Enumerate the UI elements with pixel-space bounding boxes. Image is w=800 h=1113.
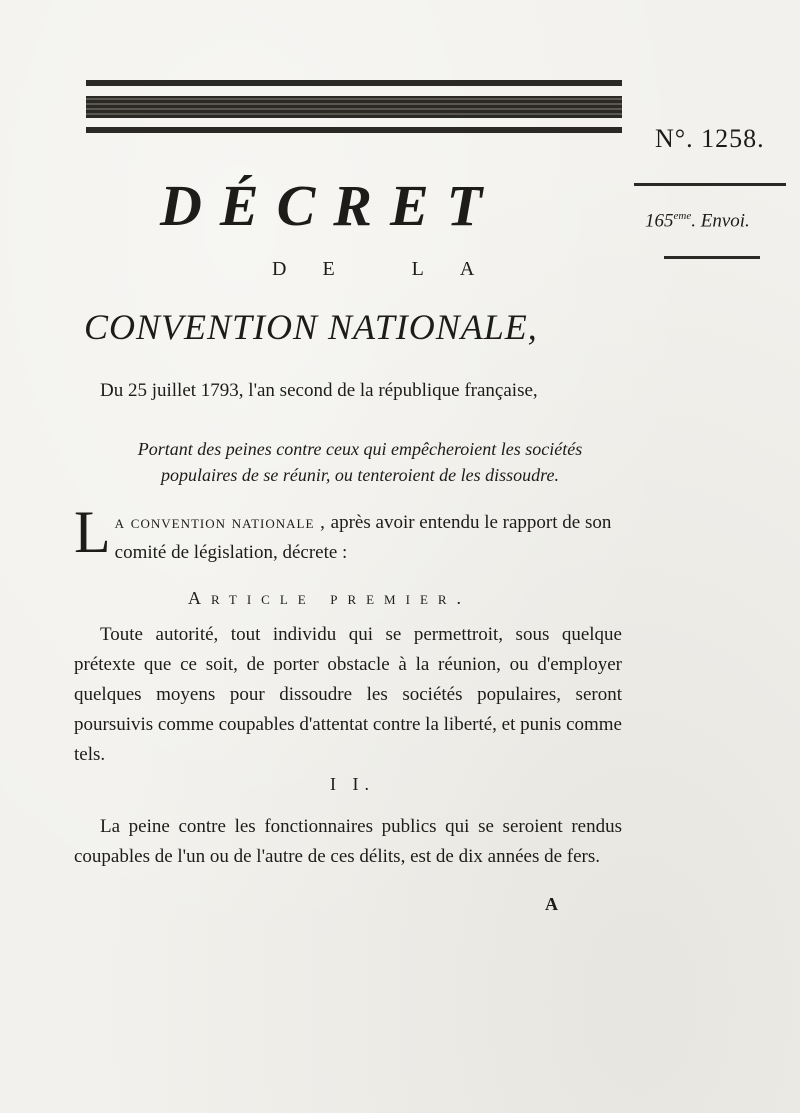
preamble-smallcaps: a convention nationale ,: [114, 512, 326, 533]
subject-line-1: Portant des peines contre ceux qui empêcheroient les sociétés: [137, 439, 583, 459]
document-number: N°. 1258.: [655, 124, 765, 153]
signature-mark: A: [545, 894, 558, 914]
article-1-text: Toute autorité, tout individu qui se permettroit, sous quelque prétexte que ce soit, de porter obstacle à la réunion, ou d'employer quelques moyens pour dissoudre les sociétés populaires, seront poursuivis comme coupables d'attentat contre la liberté, et punis comme tels.: [74, 624, 622, 765]
subject-line-2: populaires de se réunir, ou tenteroient de les dissoudre.: [161, 465, 559, 485]
envoi-text: . Envoi.: [691, 210, 750, 232]
article-2-text: La peine contre les fonctionnaires publics qui se seroient rendus coupables de l'un ou de l'autre de ces délits, est de dix années de fers.: [74, 816, 622, 867]
document-title: DÉCRET: [160, 173, 501, 238]
article-1-heading: Article premier.: [188, 588, 472, 608]
title-de-la: DE LA: [272, 258, 511, 280]
drop-cap: L: [74, 499, 111, 565]
envoi-label: [645, 210, 750, 232]
number-rule: [634, 183, 786, 186]
article-2-heading: I I.: [330, 774, 375, 794]
date-line: Du 25 juillet 1793, l'an second de la république française,: [100, 380, 538, 401]
preamble: [74, 499, 622, 568]
envoi-sup: eme: [673, 210, 692, 222]
envoi-rule: [664, 256, 760, 259]
top-rule-thick: [86, 96, 622, 118]
preamble-text: après avoir entendu le rapport de son comité de législation, décrete :: [114, 512, 612, 563]
envoi-number: 165: [645, 210, 674, 232]
decree-subject: [80, 436, 640, 488]
top-rule-thin: [86, 80, 622, 86]
top-rule-bottom: [86, 127, 622, 133]
assembly-name: CONVENTION NATIONALE,: [84, 307, 538, 347]
